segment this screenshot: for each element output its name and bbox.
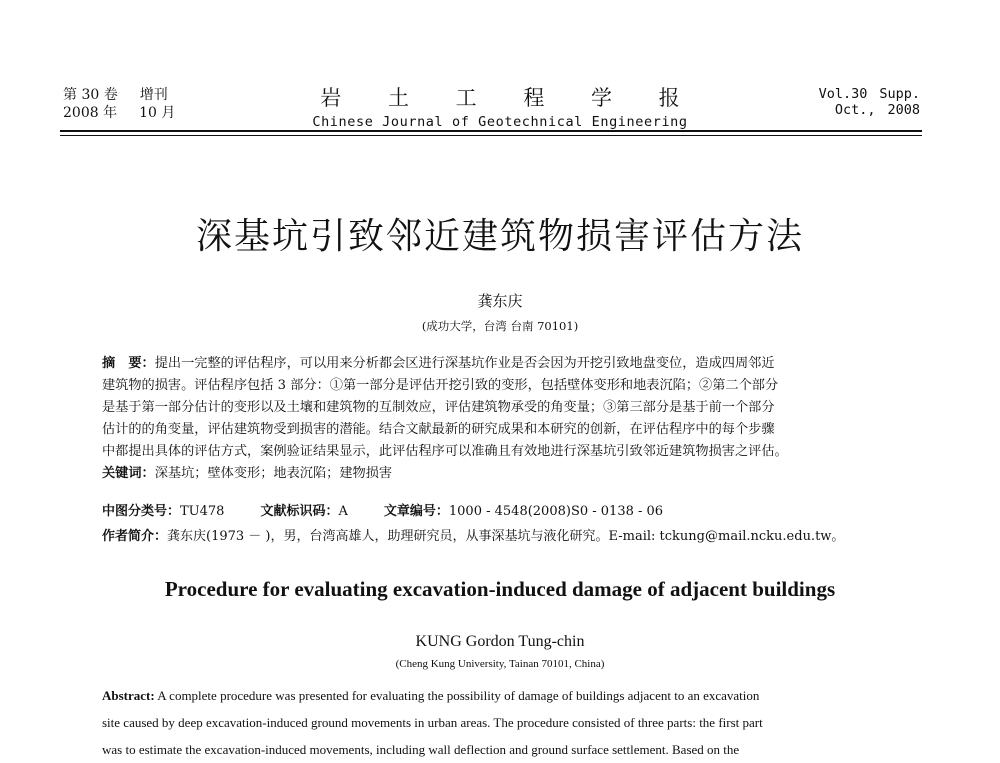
- year-cn: 2008 年: [63, 105, 118, 121]
- keywords-label: 关键词：: [102, 466, 155, 481]
- paper-title-cn: 深基坑引致邻近建筑物损害评估方法: [195, 216, 804, 257]
- affiliation-en: (Cheng Kung University, Tainan 70101, China): [395, 658, 605, 670]
- abstract-en-line: site caused by deep excavation-induced ground movements in urban areas. The procedure consisted of three parts: the first part: [102, 715, 763, 730]
- author-bio-label: 作者简介：: [102, 529, 168, 544]
- abstract-cn-line: 建筑物的损害。评估程序包括 3 部分：①第一部分是评估开挖引致的变形，包括壁体变形和地表沉陷；②第二个部分: [102, 378, 779, 393]
- journal-name-cn: 岩 土 工 程 学 报: [320, 86, 700, 110]
- supp-en: Supp.: [879, 86, 920, 102]
- abstract-cn-line: 估计的的角变量，评估建筑物受到损害的潜能。结合文献最新的研究成果和本研究的创新，在评估程序中的每个步骤: [102, 422, 775, 437]
- header-rule-thin: [60, 135, 922, 136]
- abstract-cn-line: 是基于第一部分估计的变形以及土壤和建筑物的互制效应，评估建筑物承受的角变量；③第三部分是基于前一个部分: [102, 400, 775, 415]
- author-bio: [102, 525, 844, 544]
- header-rule-thick: [60, 130, 922, 132]
- classification-info: [102, 500, 663, 519]
- paper-title-en: Procedure for evaluating excavation-induced damage of adjacent buildings: [164, 577, 836, 601]
- keywords-cn: [102, 463, 922, 485]
- journal-name-en: Chinese Journal of Geotechnical Engineering: [312, 114, 688, 130]
- author-name-cn: 龚东庆: [477, 292, 523, 310]
- journal-issue-info-en: [819, 86, 920, 118]
- abstract-cn: [102, 353, 922, 485]
- abstract-en-line: Abstract: A complete procedure was presented for evaluating the possibility of damage of buildings adjacent to an excavation: [102, 688, 760, 703]
- volume-cn: 第 30 卷: [63, 87, 118, 103]
- volume-en: Vol.30: [818, 86, 868, 102]
- author-bio-text: 龚东庆(1973 － )，男，台湾高雄人，助理研究员，从事深基坑与液化研究。E-mail: tckung@mail.ncku.edu.tw。: [167, 529, 845, 544]
- abstract-cn-line: 摘 要：提出一完整的评估程序，可以用来分析都会区进行深基坑作业是否会因为开挖引致地盘变位，造成四周邻近: [102, 356, 775, 371]
- abstract-en-line: was to estimate the excavation-induced movements, including wall deflection and ground surface settlement. Based on the: [102, 742, 740, 757]
- article-number: 文章编号：1000 - 4548(2008)S0 - 0138 - 06: [383, 504, 664, 519]
- year-en: 2008: [887, 102, 920, 118]
- month-cn: 10 月: [139, 105, 176, 121]
- doc-code: 文献标识码：A: [260, 504, 348, 519]
- affiliation-cn: (成功大学，台湾 台南 70101): [421, 319, 579, 333]
- abstract-en: [102, 682, 922, 763]
- abstract-cn-label: 摘 要：: [102, 356, 155, 371]
- abstract-cn-line: 中都提出具体的评估方式，案例验证结果显示，此评估程序可以准确且有效地进行深基坑引致邻近建筑物损害之评估。: [102, 444, 788, 459]
- month-en: Oct.,: [834, 102, 876, 118]
- abstract-en-label: Abstract:: [102, 688, 155, 703]
- keywords-value: 深基坑；壁体变形；地表沉陷；建物损害: [154, 466, 393, 481]
- clc-code: 中图分类号：TU478: [102, 504, 225, 519]
- issue-cn: 增刊: [139, 87, 168, 103]
- author-name-en: KUNG Gordon Tung-chin: [415, 633, 585, 650]
